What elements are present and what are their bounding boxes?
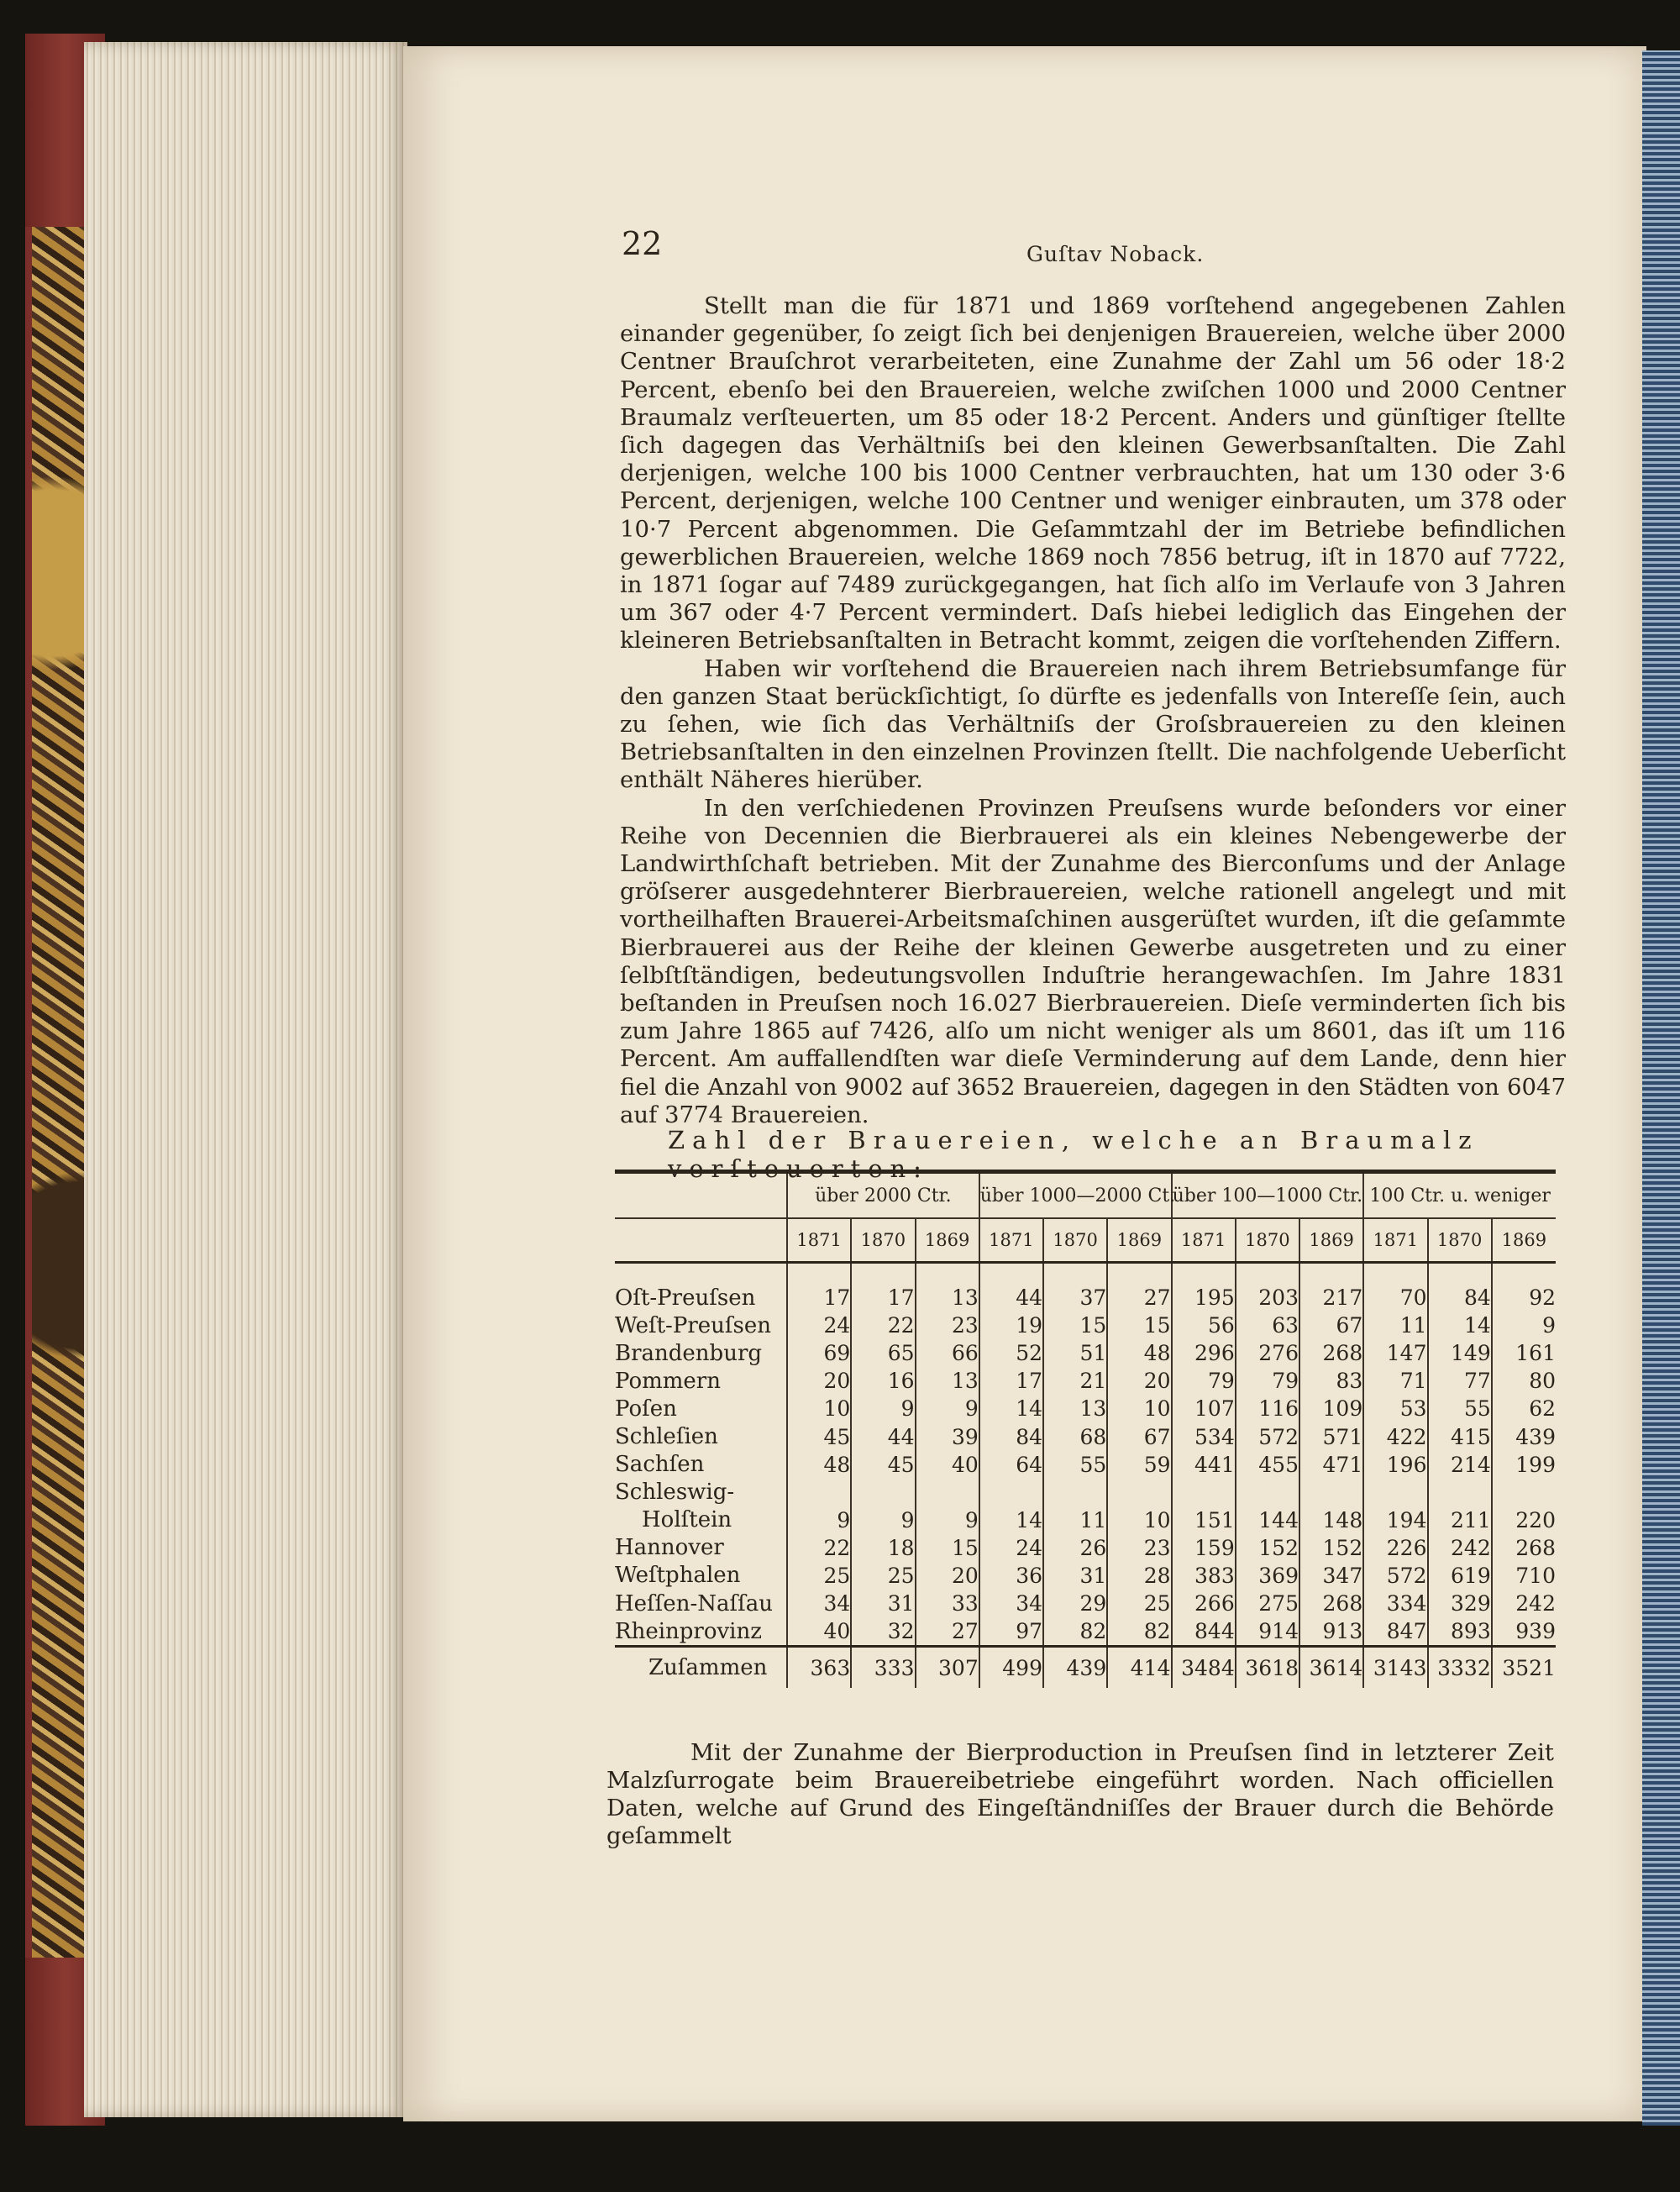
province-name: Poſen	[615, 1396, 677, 1422]
table-cell: 14	[979, 1395, 1043, 1422]
table-cell: 109	[1299, 1395, 1363, 1422]
table-cell: 25	[1107, 1590, 1171, 1617]
table-cell: 107	[1172, 1395, 1236, 1422]
table-cell: 159	[1172, 1534, 1236, 1562]
table-cell: 17	[787, 1284, 851, 1312]
table-cell: 415	[1428, 1422, 1492, 1450]
table-cell: 48	[787, 1451, 851, 1479]
table-cell: 383	[1172, 1562, 1236, 1590]
closing-paragraph: Mit der Zunahme der Bierproduction in Preuſsen ſind in letzterer Zeit Malzſurrogate beim Brauereibetriebe eingeführt worden. Nach officiellen Daten, welche auf Grund des Eingeſtändniſſes der Brauer durch die Behörde geſammelt	[606, 1739, 1554, 1849]
table-spacer	[615, 1263, 1556, 1285]
table-cell: 268	[1299, 1339, 1363, 1367]
brewery-table	[615, 1170, 1556, 1688]
table-row	[615, 1617, 1556, 1647]
province-name: Schleswig-	[615, 1480, 735, 1506]
table-cell: 40	[787, 1617, 851, 1647]
table-cell: 226	[1363, 1534, 1427, 1562]
table-cell: 3521	[1492, 1647, 1556, 1689]
table-cell: 211	[1428, 1506, 1492, 1534]
table-cell: 268	[1299, 1590, 1363, 1617]
table-cell: 34	[787, 1590, 851, 1617]
province-name: Sachſen	[615, 1452, 705, 1478]
table-cell: 63	[1236, 1312, 1299, 1339]
table-cell: 572	[1236, 1422, 1299, 1450]
table-cell: 471	[1299, 1451, 1363, 1479]
year-header: 1869	[1492, 1218, 1556, 1263]
table-row	[615, 1422, 1556, 1450]
table-cell: 414	[1107, 1647, 1171, 1689]
body-text	[620, 292, 1566, 1129]
table-cell: 242	[1428, 1534, 1492, 1562]
table-cell: 40	[916, 1451, 979, 1479]
table-cell: 48	[1107, 1339, 1171, 1367]
table-cell: 217	[1299, 1284, 1363, 1312]
table-cell: 534	[1172, 1422, 1236, 1450]
year-header: 1871	[1363, 1218, 1427, 1263]
table-cell: 84	[979, 1422, 1043, 1450]
table-cell: 53	[1363, 1395, 1427, 1422]
table-cell: 69	[787, 1339, 851, 1367]
year-header: 1870	[1043, 1218, 1107, 1263]
table-cell	[787, 1479, 851, 1506]
table-cell: 268	[1492, 1534, 1556, 1562]
table-cell: 27	[916, 1617, 979, 1647]
table-cell: 572	[1363, 1562, 1427, 1590]
year-header: 1871	[1172, 1218, 1236, 1263]
table-cell: 333	[851, 1647, 915, 1689]
table-cell: 62	[1492, 1395, 1556, 1422]
table-cell: 15	[1107, 1312, 1171, 1339]
table-cell	[1492, 1479, 1556, 1506]
paragraph-2: Haben wir vorſtehend die Brauereien nach ihrem Betriebsumfange für den ganzen Staat berückſichtigt, ſo dürfte es jedenfalls von Intereſſe ſein, auch zu ſehen, wie ſich das Verhältniſs der Groſsbrauereien zu den kleinen Betriebsanſtalten in den einzelnen Provinzen ſtellt. Die nachfolgende Ueberſicht enthält Näheres hierüber.	[620, 654, 1566, 794]
table-cell: 31	[1043, 1562, 1107, 1590]
table-cell: 65	[851, 1339, 915, 1367]
table-cell: 296	[1172, 1339, 1236, 1367]
year-header: 1870	[1428, 1218, 1492, 1263]
province-name: Heſſen-Naſſau	[615, 1590, 773, 1616]
table-cell: 18	[851, 1534, 915, 1562]
table-cell: 242	[1492, 1590, 1556, 1617]
table-cell: 9	[851, 1506, 915, 1534]
table-cell: 15	[916, 1534, 979, 1562]
table-row	[615, 1506, 1556, 1534]
table-cell: 39	[916, 1422, 979, 1450]
table-cell: 3143	[1363, 1647, 1427, 1689]
table-cell: 571	[1299, 1422, 1363, 1450]
group-header: 100 Ctr. u. weniger	[1363, 1174, 1556, 1218]
table-cell: 14	[1428, 1312, 1492, 1339]
year-header: 1870	[1236, 1218, 1299, 1263]
table-cell: 194	[1363, 1506, 1427, 1534]
province-name: Hannover	[615, 1535, 724, 1561]
table-cell: 939	[1492, 1617, 1556, 1647]
table-cell: 369	[1236, 1562, 1299, 1590]
table-cell: 67	[1107, 1422, 1171, 1450]
table-cell: 17	[979, 1367, 1043, 1395]
table-cell: 9	[1492, 1312, 1556, 1339]
table-cell: 23	[916, 1312, 979, 1339]
table-row	[615, 1562, 1556, 1590]
table-cell: 24	[979, 1534, 1043, 1562]
province-name: Rheinprovinz	[615, 1618, 762, 1644]
table-cell: 24	[787, 1312, 851, 1339]
table-row	[615, 1284, 1556, 1312]
table-cell: 20	[916, 1562, 979, 1590]
year-header: 1869	[1107, 1218, 1171, 1263]
table-cell: 363	[787, 1647, 851, 1689]
table-cell: 148	[1299, 1506, 1363, 1534]
table-cell: 11	[1363, 1312, 1427, 1339]
table-cell: 499	[979, 1647, 1043, 1689]
table-cell: 20	[1107, 1367, 1171, 1395]
table-cell: 59	[1107, 1451, 1171, 1479]
table-cell	[1299, 1479, 1363, 1506]
table-row	[615, 1479, 1556, 1506]
table-cell: 203	[1236, 1284, 1299, 1312]
table-row	[615, 1339, 1556, 1367]
table-cell: 439	[1492, 1422, 1556, 1450]
table-cell: 3332	[1428, 1647, 1492, 1689]
table-cell	[1107, 1479, 1171, 1506]
table-cell: 149	[1428, 1339, 1492, 1367]
group-header: über 2000 Ctr.	[787, 1174, 979, 1218]
table-row	[615, 1312, 1556, 1339]
table-cell: 347	[1299, 1562, 1363, 1590]
table-cell: 67	[1299, 1312, 1363, 1339]
table-cell: 9	[916, 1395, 979, 1422]
table-cell: 33	[916, 1590, 979, 1617]
province-name: Brandenburg	[615, 1340, 763, 1366]
year-header: 1869	[1299, 1218, 1363, 1263]
table-cell: 619	[1428, 1562, 1492, 1590]
table-cell: 152	[1236, 1534, 1299, 1562]
table-cell: 71	[1363, 1367, 1427, 1395]
table-cell: 441	[1172, 1451, 1236, 1479]
table-cell: 10	[787, 1395, 851, 1422]
table-cell: 13	[1043, 1395, 1107, 1422]
table-cell: 3484	[1172, 1647, 1236, 1689]
table-cell: 422	[1363, 1422, 1427, 1450]
table-cell: 334	[1363, 1590, 1427, 1617]
table-cell: 20	[787, 1367, 851, 1395]
table-cell: 23	[1107, 1534, 1171, 1562]
province-name: Pommern	[615, 1368, 721, 1394]
table-group-header	[615, 1174, 1556, 1218]
province-name: Holſtein	[642, 1507, 732, 1533]
table-corner	[615, 1174, 787, 1218]
table-corner	[615, 1218, 787, 1263]
table-cell: 32	[851, 1617, 915, 1647]
table-title: Zahl der Brauereien, welche an Braumalz verſteuerten:	[668, 1126, 1479, 1183]
table-row	[615, 1451, 1556, 1479]
table-cell: 64	[979, 1451, 1043, 1479]
year-header: 1871	[979, 1218, 1043, 1263]
table-year-header	[615, 1218, 1556, 1263]
table-cell	[1363, 1479, 1427, 1506]
table-cell: 276	[1236, 1339, 1299, 1367]
table-cell: 17	[851, 1284, 915, 1312]
table-cell: 55	[1043, 1451, 1107, 1479]
year-header: 1869	[916, 1218, 979, 1263]
table-cell: 22	[851, 1312, 915, 1339]
page-edges	[84, 42, 407, 2117]
paragraph-3: In den verſchiedenen Provinzen Preuſsens wurde beſonders vor einer Reihe von Decennien die Bierbrauerei als ein kleines Nebengewerbe der Landwirthſchaft betrieben. Mit der Zunahme des Bierconſums und der Anlage gröſserer ausgedehnterer Bierbrauereien, welche rationell angelegt und mit vortheilhaften Brauerei-Arbeitsmaſchinen ausgerüſtet wurden, iſt die geſammte Bierbrauerei aus der Reihe der kleinen Gewerbe ausgetreten und zu einer ſelbſtſtändigen, bedeutungsvollen Induſtrie herangewachſen. Im Jahre 1831 beſtanden in Preuſsen noch 16.027 Bierbrauereien. Dieſe verminderten ſich bis zum Jahre 1865 auf 7426, alſo um nicht weniger als um 8601, das iſt um 116 Percent. Am auffallendſten war dieſe Verminderung auf dem Lande, denn hier fiel die Anzahl von 9002 auf 3652 Brauereien, dagegen in den Städten von 6047 auf 3774 Brauereien.	[620, 794, 1566, 1128]
table-cell: 455	[1236, 1451, 1299, 1479]
table-cell: 97	[979, 1617, 1043, 1647]
table-cell: 80	[1492, 1367, 1556, 1395]
table-cell: 13	[916, 1284, 979, 1312]
total-label: Zuſammen	[615, 1647, 787, 1689]
province-name: Schleſien	[615, 1424, 718, 1450]
table-cell: 147	[1363, 1339, 1427, 1367]
table-cell: 847	[1363, 1617, 1427, 1647]
table-cell	[916, 1479, 979, 1506]
table-cell: 77	[1428, 1367, 1492, 1395]
group-header: über 1000—2000 Ct.	[979, 1174, 1172, 1218]
table-cell: 83	[1299, 1367, 1363, 1395]
table-cell: 195	[1172, 1284, 1236, 1312]
table-cell: 21	[1043, 1367, 1107, 1395]
table-cell	[851, 1479, 915, 1506]
table-cell: 199	[1492, 1451, 1556, 1479]
table-cell: 3614	[1299, 1647, 1363, 1689]
table-cell: 27	[1107, 1284, 1171, 1312]
table-cell: 45	[787, 1422, 851, 1450]
table-cell: 92	[1492, 1284, 1556, 1312]
table-cell: 28	[1107, 1562, 1171, 1590]
table-cell: 45	[851, 1451, 915, 1479]
table-cell: 9	[787, 1506, 851, 1534]
table-cell: 68	[1043, 1422, 1107, 1450]
table-total-row	[615, 1647, 1556, 1689]
table-cell: 56	[1172, 1312, 1236, 1339]
table-cell: 196	[1363, 1451, 1427, 1479]
table-cell: 55	[1428, 1395, 1492, 1422]
table-row	[615, 1367, 1556, 1395]
table-cell: 3618	[1236, 1647, 1299, 1689]
table-cell	[1236, 1479, 1299, 1506]
table-cell: 710	[1492, 1562, 1556, 1590]
table-cell: 116	[1236, 1395, 1299, 1422]
table-cell: 26	[1043, 1534, 1107, 1562]
table-cell: 10	[1107, 1395, 1171, 1422]
table-cell: 19	[979, 1312, 1043, 1339]
table-cell	[1043, 1479, 1107, 1506]
table-cell: 79	[1172, 1367, 1236, 1395]
table-cell: 439	[1043, 1647, 1107, 1689]
table-cell: 893	[1428, 1617, 1492, 1647]
table-cell: 84	[1428, 1284, 1492, 1312]
table-cell: 82	[1043, 1617, 1107, 1647]
table-cell: 329	[1428, 1590, 1492, 1617]
province-name: Weſt-Preuſsen	[615, 1312, 771, 1338]
table-cell: 220	[1492, 1506, 1556, 1534]
table-row	[615, 1534, 1556, 1562]
table-cell: 51	[1043, 1339, 1107, 1367]
table-cell: 52	[979, 1339, 1043, 1367]
table-cell: 36	[979, 1562, 1043, 1590]
table-cell: 275	[1236, 1590, 1299, 1617]
table-cell: 70	[1363, 1284, 1427, 1312]
table-cell: 161	[1492, 1339, 1556, 1367]
table-cell: 151	[1172, 1506, 1236, 1534]
province-name: Weſtphalen	[615, 1563, 741, 1589]
table-cell: 82	[1107, 1617, 1171, 1647]
table-cell: 844	[1172, 1617, 1236, 1647]
table-cell: 214	[1428, 1451, 1492, 1479]
province-name: Oſt-Preuſsen	[615, 1285, 756, 1311]
table-cell: 913	[1299, 1617, 1363, 1647]
table-cell: 16	[851, 1367, 915, 1395]
table-cell: 13	[916, 1367, 979, 1395]
table-cell: 44	[851, 1422, 915, 1450]
table-row	[615, 1395, 1556, 1422]
table-cell: 79	[1236, 1367, 1299, 1395]
table-cell: 31	[851, 1590, 915, 1617]
table-cell	[1172, 1479, 1236, 1506]
table-cell: 44	[979, 1284, 1043, 1312]
year-header: 1871	[787, 1218, 851, 1263]
table-cell: 11	[1043, 1506, 1107, 1534]
table-cell: 9	[851, 1395, 915, 1422]
table-cell: 10	[1107, 1506, 1171, 1534]
book-cover-right	[1642, 50, 1680, 2126]
table-cell: 144	[1236, 1506, 1299, 1534]
table-cell: 25	[787, 1562, 851, 1590]
table-cell: 15	[1043, 1312, 1107, 1339]
table-row	[615, 1590, 1556, 1617]
table-cell: 34	[979, 1590, 1043, 1617]
paragraph-1: Stellt man die für 1871 und 1869 vorſtehend angegebenen Zahlen einander gegenüber, ſo zeigt ſich bei denjenigen Brauereien, welche über 2000 Centner Brauſchrot verarbeiteten, eine Zunahme der Zahl um 56 oder 18·2 Percent, ebenſo bei den Brauereien, welche zwiſchen 1000 und 2000 Centner Braumalz verſteuerten, um 85 oder 18·2 Percent. Anders und günſtiger ſtellte ſich dagegen das Verhältniſs bei den kleinen Gewerbsanſtalten. Die Zahl derjenigen, welche 100 bis 1000 Centner verbrauchten, hat um 130 oder 3·6 Percent, derjenigen, welche 100 Centner und weniger einbrauten, um 378 oder 10·7 Percent abgenommen. Die Geſammtzahl der im Betriebe befindlichen gewerblichen Brauereien, welche 1869 noch 7856 betrug, iſt in 1870 auf 7722, in 1871 ſogar auf 7489 zurückgegangen, hat ſich alſo im Verlaufe von 3 Jahren um 367 oder 4·7 Percent vermindert. Daſs hiebei lediglich das Eingehen der kleineren Betriebsanſtalten in Betracht kommt, zeigen die vorſtehenden Ziffern.	[620, 292, 1566, 654]
table-cell	[979, 1479, 1043, 1506]
table-cell	[1428, 1479, 1492, 1506]
page-number: 22	[622, 225, 663, 262]
table-cell: 25	[851, 1562, 915, 1590]
table-cell: 152	[1299, 1534, 1363, 1562]
table-cell: 66	[916, 1339, 979, 1367]
table-cell: 307	[916, 1647, 979, 1689]
table-cell: 29	[1043, 1590, 1107, 1617]
group-header: über 100—1000 Ctr.	[1172, 1174, 1364, 1218]
closing-text	[606, 1739, 1554, 1850]
table-cell: 14	[979, 1506, 1043, 1534]
brewery-table-grid	[615, 1174, 1556, 1688]
table-cell: 22	[787, 1534, 851, 1562]
table-cell: 914	[1236, 1617, 1299, 1647]
running-head: Guſtav Noback.	[1026, 242, 1205, 266]
year-header: 1870	[851, 1218, 915, 1263]
table-cell: 37	[1043, 1284, 1107, 1312]
table-cell: 9	[916, 1506, 979, 1534]
table-cell: 266	[1172, 1590, 1236, 1617]
